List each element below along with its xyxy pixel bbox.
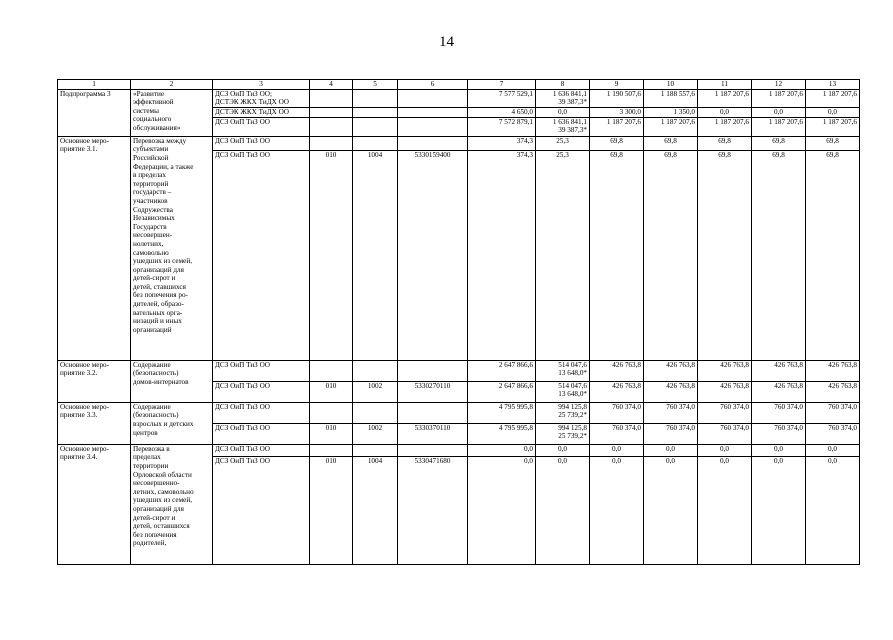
column-header: 6	[398, 80, 468, 90]
table-row	[58, 402, 860, 423]
value-cell: 0,0	[752, 107, 806, 117]
activity-title: Перевозка в пределах территории Орловской области несовершенно- летних, самовольно ушедших из семей, организаций для детей-сирот и детей, оставшихся без попечения родителей,	[131, 444, 213, 564]
executor-cell: ДСЗ ОиП ТиЗ ОО	[213, 423, 310, 444]
value-cell: 426 763,8	[752, 381, 806, 402]
executor-cell: ДСЗ ОиП ТиЗ ОО	[213, 360, 310, 381]
value-cell: 0,0	[468, 456, 536, 564]
column-header: 7	[468, 80, 536, 90]
value-cell: 760 374,0	[590, 423, 644, 444]
activity-title: Содержание (безопасность) домов-интернатов	[131, 360, 213, 402]
value-cell: 760 374,0	[698, 423, 752, 444]
value-cell: 0,0	[752, 456, 806, 564]
value-cell: 374,3	[468, 136, 536, 150]
value-cell: 2 647 866,6	[468, 360, 536, 381]
code-cell: 1004	[353, 456, 398, 564]
value-cell: 426 763,8	[644, 360, 698, 381]
cell	[310, 107, 353, 117]
value-cell: 514 047,6 13 648,0*	[536, 360, 590, 381]
code-cell	[353, 444, 398, 456]
value-cell: 760 374,0	[752, 423, 806, 444]
value-cell: 426 763,8	[698, 360, 752, 381]
column-header: 10	[644, 80, 698, 90]
column-header: 3	[213, 80, 310, 90]
value-cell: 0,0	[536, 444, 590, 456]
executor-cell: ДСЗ ОиП ТиЗ ОО	[213, 444, 310, 456]
code-cell	[310, 360, 353, 381]
value-cell: 25,3	[536, 136, 590, 150]
value-cell: 0,0	[806, 456, 860, 564]
code-cell: 5330370110	[398, 423, 468, 444]
value-cell: 1 187 207,6	[698, 89, 752, 107]
executor-cell: ДСЗ ОиП ТиЗ ОО	[213, 381, 310, 402]
executor-cell: ДСЗ ОиП ТиЗ ОО	[213, 456, 310, 564]
activity-title: Перевозка между субъектами Российской Федерации, а также в пределах территорий государств – участников Содружества Независимых Государств несовершен- нолетних, самовольно ушедших из семей, организаций для детей-сирот и детей, ставшихся без попечения ро- дителей, образо- вательных орга- низаций и иных организаций	[131, 136, 213, 360]
page-number: 14	[439, 34, 454, 50]
value-cell: 426 763,8	[644, 381, 698, 402]
executor-cell: ДСТЭК ЖКХ ТиДХ ОО	[213, 107, 310, 117]
code-cell	[310, 402, 353, 423]
program-name: Подпрограмма 3	[58, 89, 131, 136]
value-cell: 760 374,0	[644, 402, 698, 423]
column-header: 12	[752, 80, 806, 90]
value-cell: 760 374,0	[644, 423, 698, 444]
code-cell	[398, 402, 468, 423]
table-row	[58, 360, 860, 381]
code-cell	[398, 136, 468, 150]
column-header: 2	[131, 80, 213, 90]
value-cell: 69,8	[698, 136, 752, 150]
value-cell: 994 125,8 25 739,2*	[536, 423, 590, 444]
value-cell: 0,0	[536, 107, 590, 117]
cell	[353, 117, 398, 136]
value-cell: 1 350,0	[644, 107, 698, 117]
value-cell: 374,3	[468, 150, 536, 360]
value-cell: 2 647 866,6	[468, 381, 536, 402]
value-cell: 69,8	[698, 150, 752, 360]
value-cell: 69,8	[806, 150, 860, 360]
value-cell: 1 187 207,6	[806, 89, 860, 107]
code-cell: 010	[310, 381, 353, 402]
column-header: 8	[536, 80, 590, 90]
value-cell: 514 047,6 13 648,0*	[536, 381, 590, 402]
value-cell: 760 374,0	[752, 402, 806, 423]
activity-title: Содержание (безопасность) взрослых и детских центров	[131, 402, 213, 444]
value-cell: 4 795 995,8	[468, 423, 536, 444]
value-cell: 1 187 207,6	[698, 117, 752, 136]
value-cell: 1 187 207,6	[752, 117, 806, 136]
code-cell	[310, 444, 353, 456]
value-cell: 426 763,8	[590, 381, 644, 402]
value-cell: 1 187 207,6	[752, 89, 806, 107]
value-cell: 69,8	[644, 136, 698, 150]
value-cell: 7 572 879,1	[468, 117, 536, 136]
value-cell: 0,0	[536, 456, 590, 564]
code-cell	[310, 136, 353, 150]
activity-name: Основное меро- приятие 3.3.	[58, 402, 131, 444]
value-cell: 0,0	[752, 444, 806, 456]
value-cell: 760 374,0	[806, 423, 860, 444]
value-cell: 69,8	[752, 150, 806, 360]
cell	[310, 117, 353, 136]
executor-cell: ДСЗ ОиП ТиЗ ОО; ДСТЭК ЖКХ ТиДХ ОО	[213, 89, 310, 107]
code-cell: 010	[310, 456, 353, 564]
cell	[353, 89, 398, 107]
value-cell: 1 187 207,6	[644, 117, 698, 136]
code-cell: 5330270110	[398, 381, 468, 402]
column-header: 13	[806, 80, 860, 90]
value-cell: 0,0	[468, 444, 536, 456]
code-cell	[398, 360, 468, 381]
column-header: 11	[698, 80, 752, 90]
column-header: 1	[58, 80, 131, 90]
table-row	[58, 89, 860, 107]
table-row	[58, 136, 860, 150]
value-cell: 0,0	[698, 456, 752, 564]
executor-cell: ДСЗ ОиП ТиЗ ОО	[213, 150, 310, 360]
value-cell: 0,0	[806, 107, 860, 117]
value-cell: 760 374,0	[590, 402, 644, 423]
code-cell: 010	[310, 423, 353, 444]
value-cell: 1 187 207,6	[590, 117, 644, 136]
code-cell: 1002	[353, 423, 398, 444]
value-cell: 69,8	[590, 136, 644, 150]
value-cell: 4 650,0	[468, 107, 536, 117]
program-title: «Развитие эффективной системы социального обслуживания»	[131, 89, 213, 136]
code-cell: 010	[310, 150, 353, 360]
code-cell	[398, 444, 468, 456]
column-header: 5	[353, 80, 398, 90]
value-cell: 0,0	[590, 456, 644, 564]
value-cell: 0,0	[806, 444, 860, 456]
value-cell: 69,8	[590, 150, 644, 360]
code-cell	[353, 136, 398, 150]
cell	[353, 107, 398, 117]
column-number-row	[58, 80, 860, 90]
activity-name: Основное меро- приятие 3.4.	[58, 444, 131, 564]
budget-table	[57, 79, 860, 565]
value-cell: 994 125,8 25 739,2*	[536, 402, 590, 423]
value-cell: 1 188 557,6	[644, 89, 698, 107]
value-cell: 0,0	[644, 444, 698, 456]
value-cell: 69,8	[644, 150, 698, 360]
value-cell: 0,0	[590, 444, 644, 456]
code-cell: 1002	[353, 381, 398, 402]
activity-name: Основное меро- приятие 3.1.	[58, 136, 131, 360]
value-cell: 1 636 841,1 39 387,3*	[536, 117, 590, 136]
value-cell: 4 795 995,8	[468, 402, 536, 423]
cell	[398, 107, 468, 117]
value-cell: 426 763,8	[752, 360, 806, 381]
value-cell: 760 374,0	[806, 402, 860, 423]
value-cell: 69,8	[752, 136, 806, 150]
value-cell: 0,0	[698, 107, 752, 117]
value-cell: 426 763,8	[590, 360, 644, 381]
column-header: 9	[590, 80, 644, 90]
value-cell: 69,8	[806, 136, 860, 150]
value-cell: 1 636 841,1 39 387,3*	[536, 89, 590, 107]
activity-name: Основное меро- приятие 3.2.	[58, 360, 131, 402]
value-cell: 0,0	[698, 444, 752, 456]
code-cell: 5330159400	[398, 150, 468, 360]
executor-cell: ДСЗ ОиП ТиЗ ОО	[213, 136, 310, 150]
value-cell: 25,3	[536, 150, 590, 360]
value-cell: 426 763,8	[806, 381, 860, 402]
value-cell: 1 187 207,6	[806, 117, 860, 136]
cell	[398, 117, 468, 136]
value-cell: 0,0	[644, 456, 698, 564]
table-row	[58, 444, 860, 456]
value-cell: 3 300,0	[590, 107, 644, 117]
column-header: 4	[310, 80, 353, 90]
cell	[310, 89, 353, 107]
value-cell: 426 763,8	[698, 381, 752, 402]
code-cell: 5330471680	[398, 456, 468, 564]
value-cell: 7 577 529,1	[468, 89, 536, 107]
value-cell: 760 374,0	[698, 402, 752, 423]
executor-cell: ДСЗ ОиП ТиЗ ОО	[213, 402, 310, 423]
code-cell: 1004	[353, 150, 398, 360]
executor-cell: ДСЗ ОиП ТиЗ ОО	[213, 117, 310, 136]
code-cell	[353, 360, 398, 381]
cell	[398, 89, 468, 107]
code-cell	[353, 402, 398, 423]
value-cell: 1 190 507,6	[590, 89, 644, 107]
value-cell: 426 763,8	[806, 360, 860, 381]
